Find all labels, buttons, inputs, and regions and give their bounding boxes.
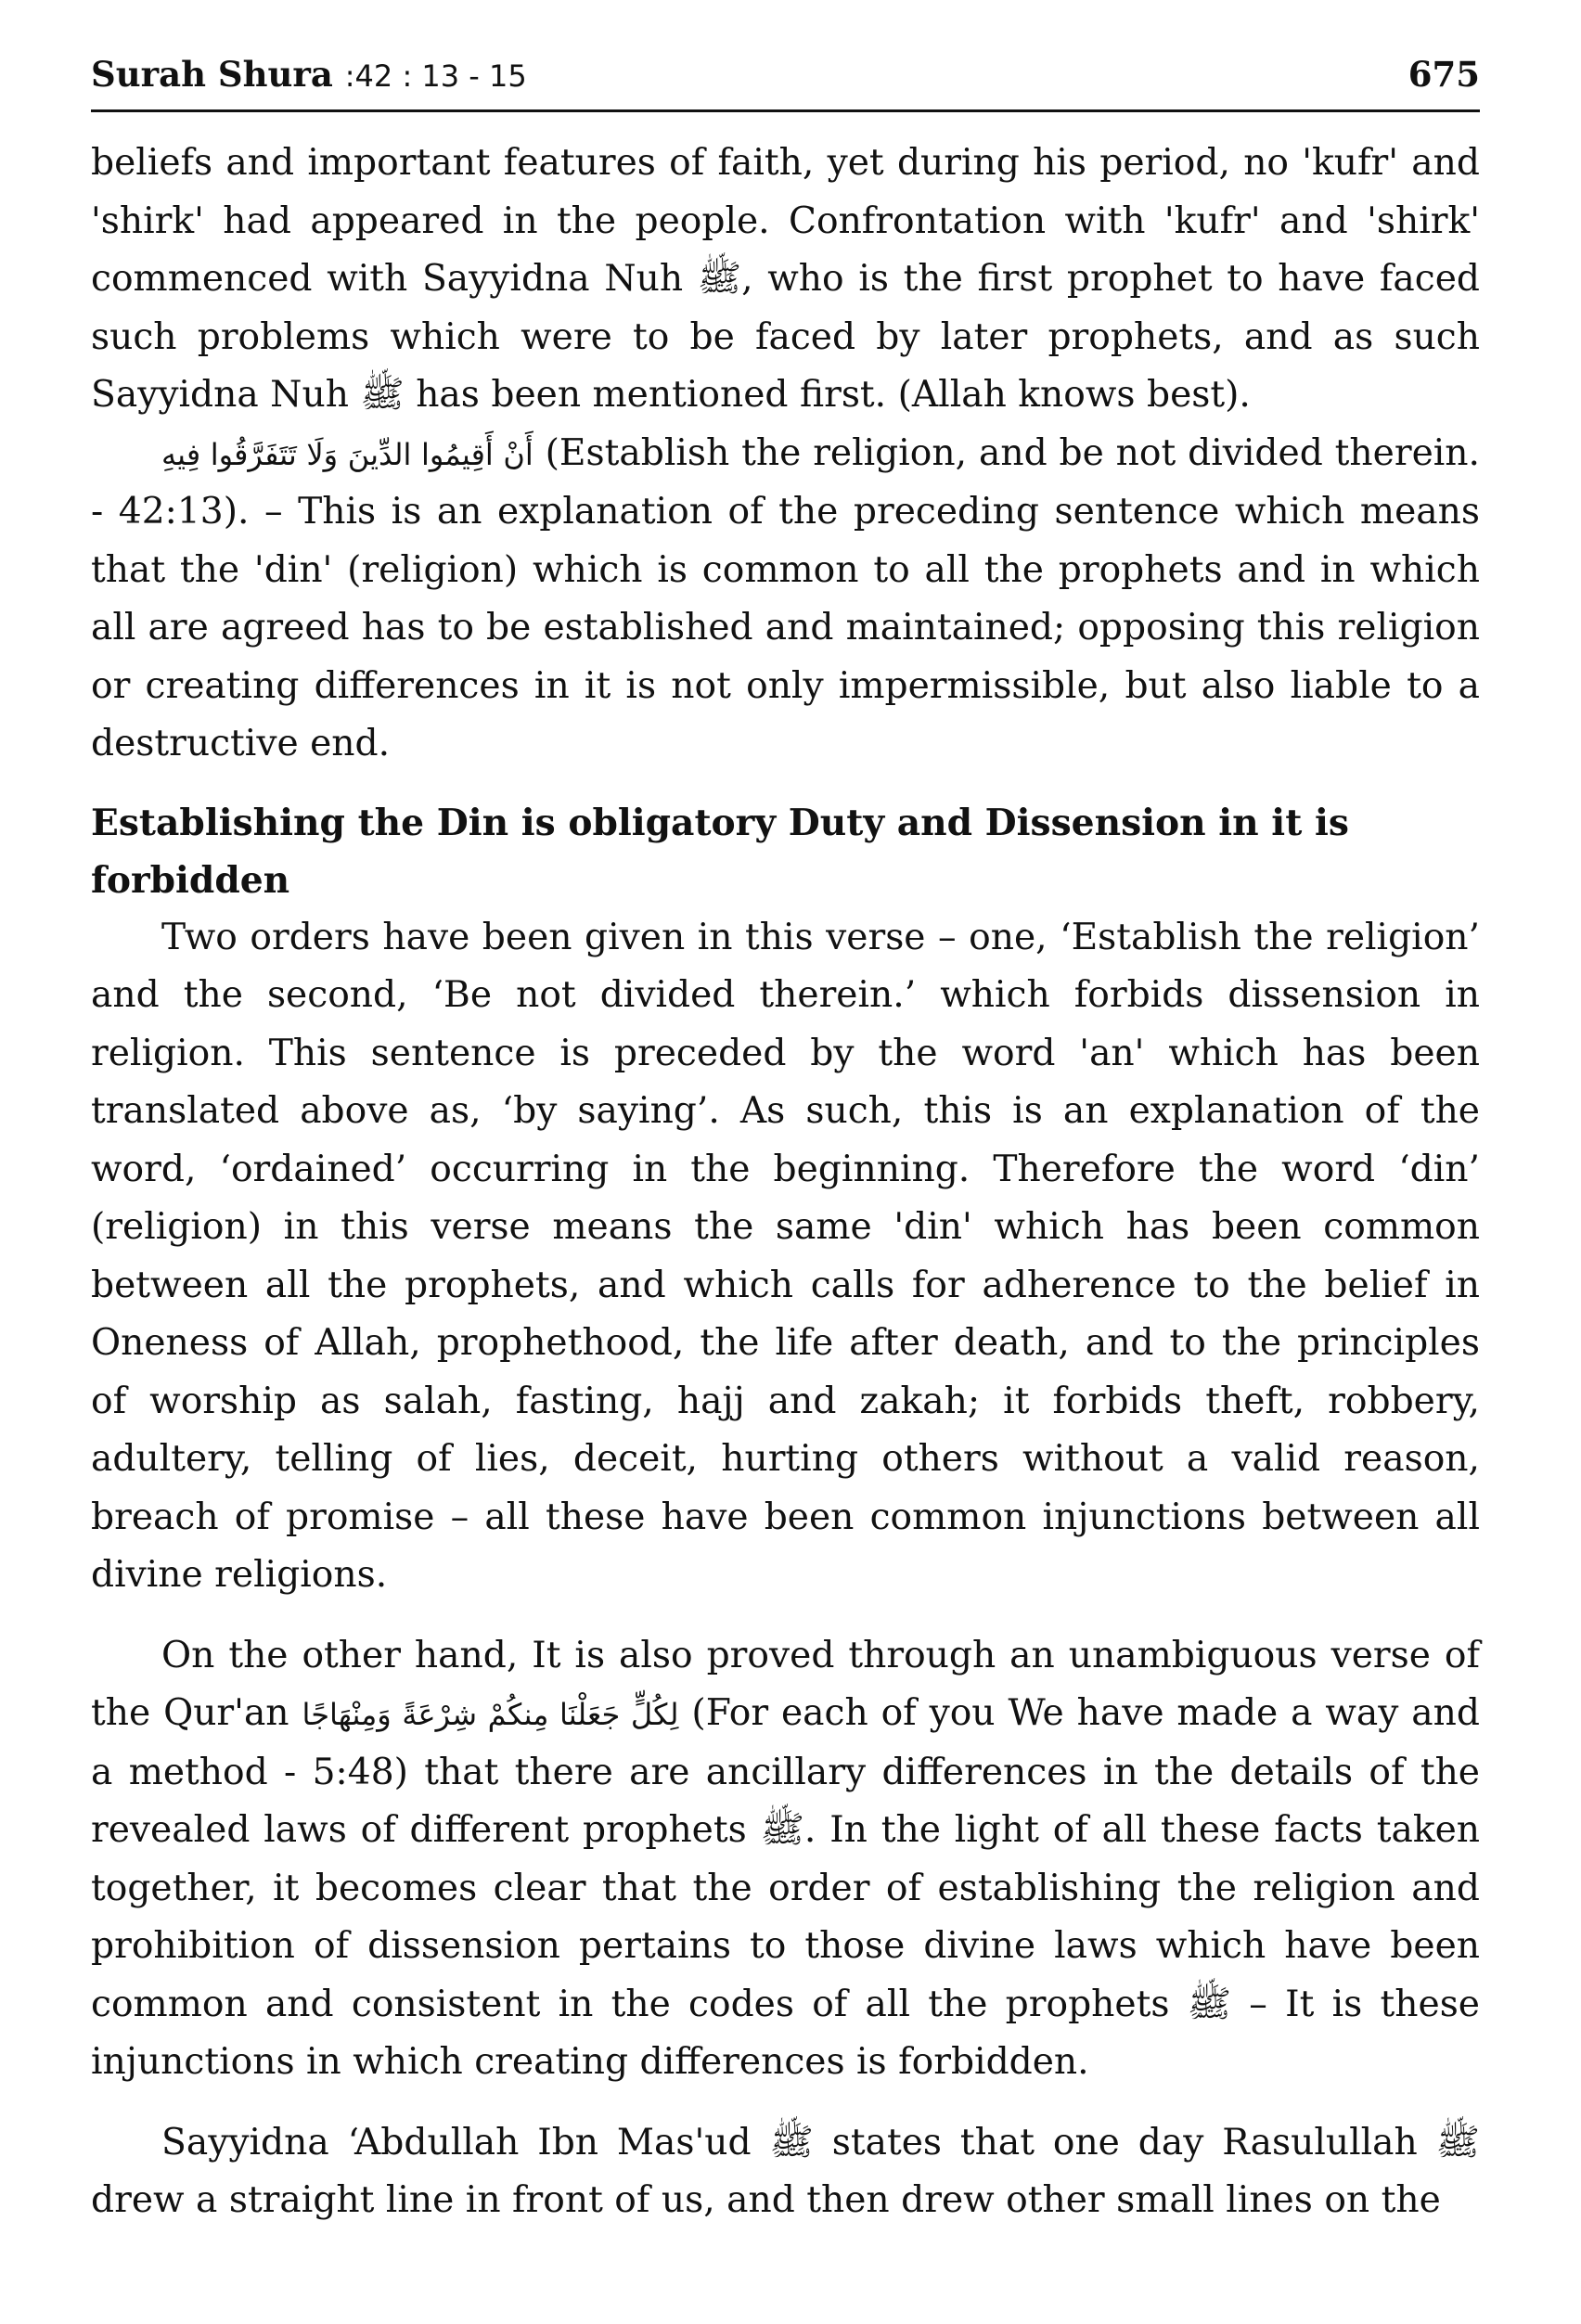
page-body: [91, 135, 1480, 2230]
paragraph-3: Two orders have been given in this verse – one, ‘Establish the religion’ and the second, ‘Be not divided therein.’ which forbids dissension in religion. This sentence is preceded by the word 'an' which has been translated above as, ‘by saying’. As such, this is an explanation of the word, ‘ordained’ occurring in the beginning. Therefore the word ‘din’ (religion) in this verse means the same 'din' which has been common between all the prophets, and which calls for adherence to the belief in Oneness of Allah, prophethood, the life after death, and to the principles of worship as salah, fasting, hajj and zakah; it forbids theft, robbery, adultery, telling of lies, deceit, hurting others without a valid reason, breach of promise – all these have been common injunctions between all divine religions.: [91, 916, 1480, 1596]
surah-name: Surah Shura: [91, 54, 333, 95]
arabic-verse-5-48: لِكُلٍّ جَعَلْنَا مِنكُمْ شِرْعَةً وَمِنْهَاجًا: [302, 1697, 679, 1732]
section-heading: Establishing the Din is obligatory Duty and Dissension in it is forbidden: [91, 801, 1349, 902]
paragraph-5: Sayyidna ‘Abdullah Ibn Mas'ud ﷺ states that one day Rasulullah ﷺ drew a straight line in front of us, and then drew other small lines on the: [91, 2121, 1480, 2221]
paragraph-1: beliefs and important features of faith, yet during his period, no 'kufr' and 'shirk' had appeared in the people. Confrontation with 'kufr' and 'shirk' commenced with Sayyidna Nuh ﷺ, who is the first prophet to have faced such problems which were to be faced by later prophets, and as such Sayyidna Nuh ﷺ has been mentioned first. (Allah knows best).: [91, 142, 1480, 416]
page-header: [91, 48, 1480, 112]
paragraph-2-text: (Establish the religion, and be not divided therein. - 42:13). – This is an explanation of the preceding sentence which means that the 'din' (religion) which is common to all the prophets and in which all are agreed has to be established and maintained; opposing this religion or creating differences in it is not only impermissible, but also liable to a destructive end.: [91, 431, 1480, 764]
running-title: [91, 54, 527, 95]
verse-reference: :42 : 13 - 15: [344, 58, 527, 94]
arabic-verse-42-13: أَنْ أَقِيمُوا الدِّينَ وَلَا تَتَفَرَّقُوا فِيهِ: [161, 436, 533, 472]
paragraph-4: [91, 1627, 1480, 2092]
paragraph-4-before: On the other hand, It is also proved through an unambiguous verse of the Qur'an: [91, 1634, 1480, 1734]
paragraph-2: [91, 425, 1480, 774]
paragraph-4-after: (For each of you We have made a way and a method - 5:48) that there are ancillary differences in the details of the revealed laws of different prophets ﷺ. In the light of all these facts taken together, it becomes clear that the order of establishing the religion and prohibition of dissension pertains to those divine laws which have been common and consistent in the codes of all the prophets ﷺ – It is these injunctions in which creating differences is forbidden.: [91, 1692, 1480, 2083]
page-number: 675: [1407, 54, 1480, 95]
